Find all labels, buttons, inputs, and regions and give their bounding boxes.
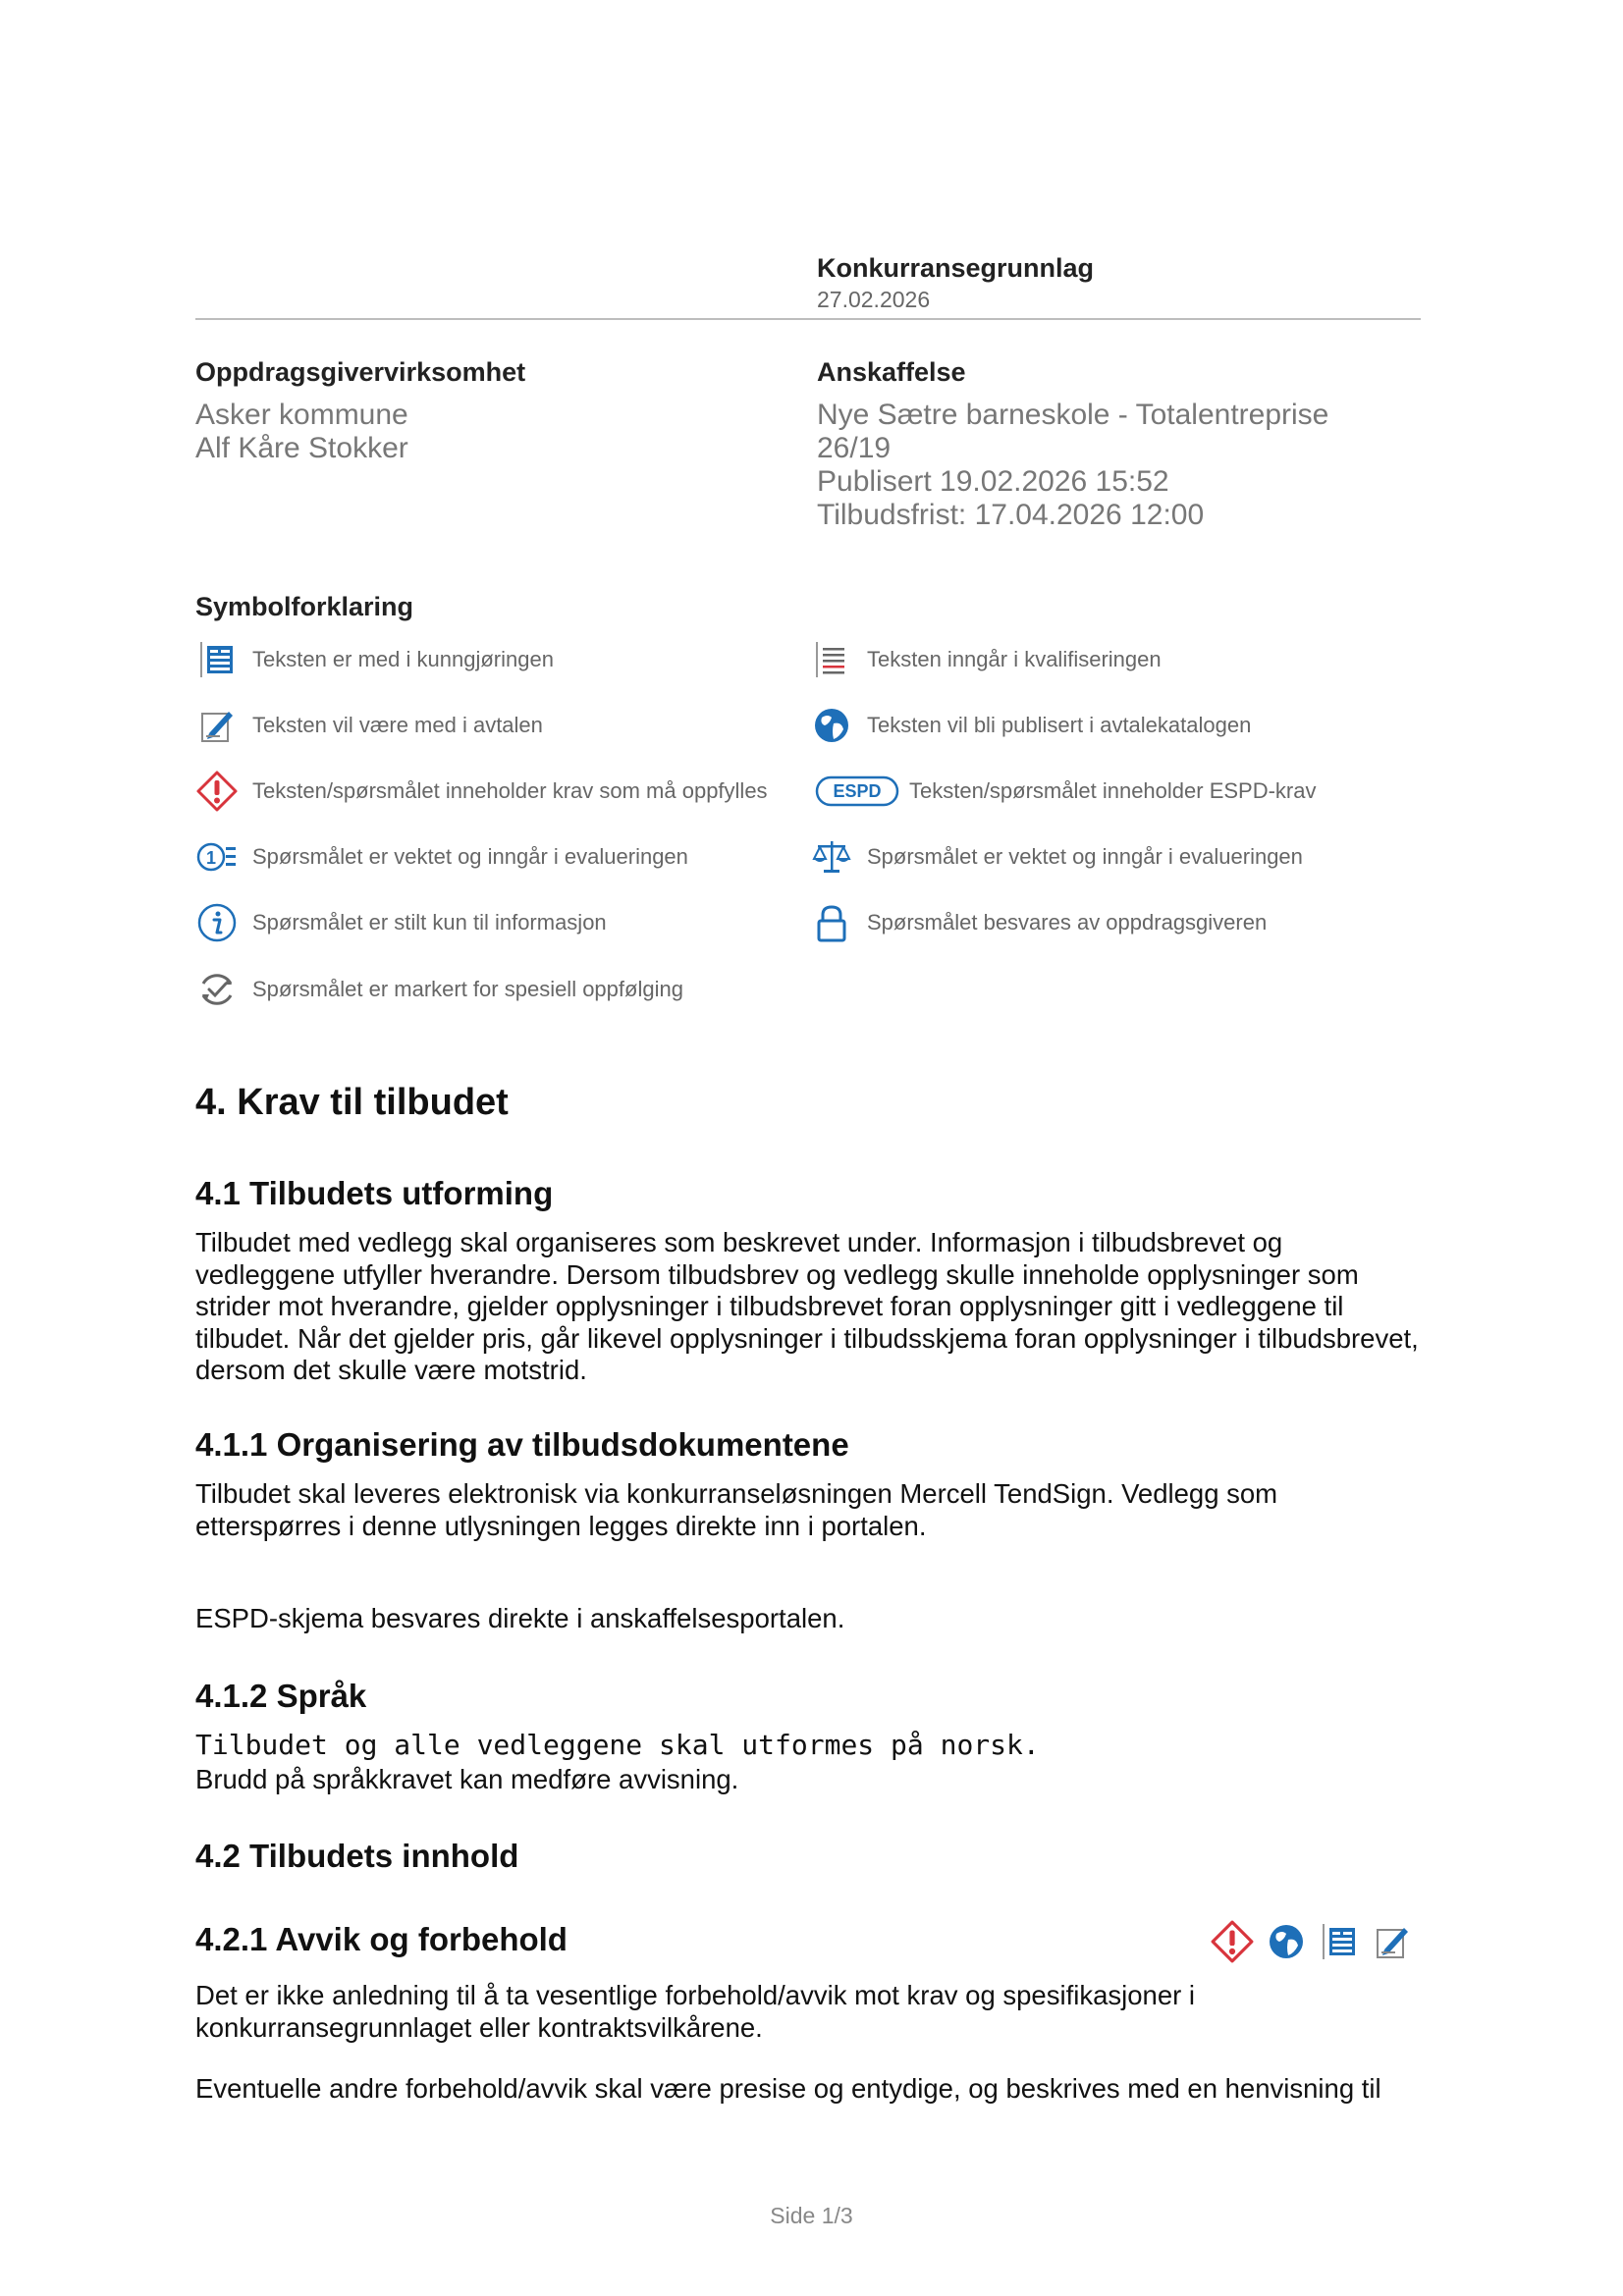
legend-item-weighted — [195, 835, 688, 879]
scale-icon — [810, 835, 853, 879]
procurement-reference: 26/19 — [817, 432, 892, 464]
section-4-1-title: 4.1 Tilbudets utforming — [195, 1175, 554, 1211]
contract-icon — [1371, 1920, 1414, 1963]
client-name: Asker kommune — [195, 399, 408, 431]
weighted-list-icon — [195, 835, 239, 879]
section-4-2-1-body-1: Det er ikke anledning til å ta vesentlige forbehold/avvik mot krav og spesifikasjoner i konkurransegrunnlaget eller kontraktsvilkårene. — [195, 1980, 1196, 2043]
requirement-icon — [195, 770, 239, 813]
legend-item-followup — [195, 968, 683, 1011]
legend-item-qualification — [810, 638, 1162, 681]
section-4-1-1-body: Tilbudet skal leveres elektronisk via konkurranseløsningen Mercell TendSign. Vedlegg som etterspørres i denne utlysningen legges direkte inn i portalen. — [195, 1478, 1278, 1541]
followup-icon — [195, 968, 239, 1011]
legend-label: Spørsmålet er stilt kun til informasjon — [252, 910, 607, 934]
legend-item-espd — [815, 770, 1317, 813]
announcement-icon — [195, 638, 239, 681]
legend-item-announcement — [195, 638, 554, 681]
section-4-1-body: Tilbudet med vedlegg skal organiseres som beskrevet under. Informasjon i tilbudsbrevet og vedleggene utfyller hverandre. Dersom tilbudsbrev og vedlegg skulle inneholde opplysninger som strider mot hverandre, gjelder opplysninger i tilbudsbrevet foran opplysninger gitt i vedleggene til tilbudet. Når det gjelder pris, går likevel opplysninger i tilbudsskjema foran opplysninger i tilbudsbrevet, dersom det skulle være motstrid. — [195, 1227, 1419, 1385]
requirement-icon — [1210, 1919, 1255, 1964]
globe-icon — [1265, 1920, 1308, 1963]
client-info — [195, 399, 408, 465]
espd-icon — [815, 774, 899, 808]
document-date: 27.02.2026 — [817, 287, 931, 312]
legend-label: Spørsmålet er markert for spesiell oppfølging — [252, 977, 683, 1001]
client-heading: Oppdragsgivervirksomhet — [195, 357, 526, 387]
espd-badge-text: ESPD — [833, 781, 882, 801]
legend-label: Teksten er med i kunngjøringen — [252, 647, 554, 671]
legend-label: Spørsmålet besvares av oppdragsgiveren — [867, 910, 1268, 934]
section-4-2-1-body-2: Eventuelle andre forbehold/avvik skal være presise og entydige, og beskrives med en henvisning til — [195, 2073, 1381, 2104]
section-4-1-1-title: 4.1.1 Organisering av tilbudsdokumentene — [195, 1426, 849, 1463]
section-4-1-1-espd-note: ESPD-skjema besvares direkte i anskaffelsesportalen. — [195, 1603, 845, 1633]
legend-item-requirement — [195, 770, 768, 813]
procurement-published: Publisert 19.02.2026 15:52 — [817, 465, 1169, 498]
section-4-title: 4. Krav til tilbudet — [195, 1082, 509, 1123]
legend-item-contract — [195, 704, 543, 747]
header-divider — [195, 318, 1421, 320]
svg-text:1: 1 — [205, 848, 217, 868]
legend-label: Spørsmålet er vektet og inngår i evalueringen — [867, 844, 1303, 869]
legend-label: Teksten vil være med i avtalen — [252, 713, 543, 737]
legend-item-info — [195, 901, 607, 944]
procurement-heading: Anskaffelse — [817, 357, 966, 387]
globe-icon — [810, 704, 853, 747]
contract-icon — [195, 704, 239, 747]
section-4-2-title: 4.2 Tilbudets innhold — [195, 1838, 519, 1874]
legend-label: Teksten/spørsmålet inneholder ESPD-krav — [909, 778, 1317, 803]
legend-item-scale — [810, 835, 1303, 879]
qualification-icon — [810, 638, 853, 681]
section-4-1-2-warning: Brudd på språkkravet kan medføre avvisning. — [195, 1764, 739, 1794]
page-number: Side 1/3 — [770, 2203, 853, 2228]
procurement-deadline: Tilbudsfrist: 17.04.2026 12:00 — [817, 499, 1205, 531]
legend-heading: Symbolforklaring — [195, 592, 414, 621]
legend-item-lock — [810, 901, 1267, 944]
lock-icon — [810, 901, 853, 944]
section-4-2-1-icons — [1210, 1919, 1414, 1964]
client-contact: Alf Kåre Stokker — [195, 432, 408, 464]
section-4-2-1-title: 4.2.1 Avvik og forbehold — [195, 1921, 568, 1957]
legend-item-globe — [810, 704, 1251, 747]
legend-label: Teksten/spørsmålet inneholder krav som må oppfylles — [252, 778, 768, 803]
announcement-icon — [1318, 1920, 1361, 1963]
document-type: Konkurransegrunnlag — [817, 253, 1095, 283]
info-icon — [195, 901, 239, 944]
legend-label: Teksten vil bli publisert i avtalekatalogen — [867, 713, 1252, 737]
legend-label: Spørsmålet er vektet og inngår i evalueringen — [252, 844, 688, 869]
section-4-1-2-title: 4.1.2 Språk — [195, 1678, 367, 1714]
procurement-title: Nye Sætre barneskole - Totalentreprise — [817, 399, 1329, 431]
section-4-1-2-body: Tilbudet og alle vedleggene skal utformes på norsk. — [195, 1729, 1040, 1761]
legend-label: Teksten inngår i kvalifiseringen — [867, 647, 1162, 671]
procurement-info — [817, 399, 1328, 532]
